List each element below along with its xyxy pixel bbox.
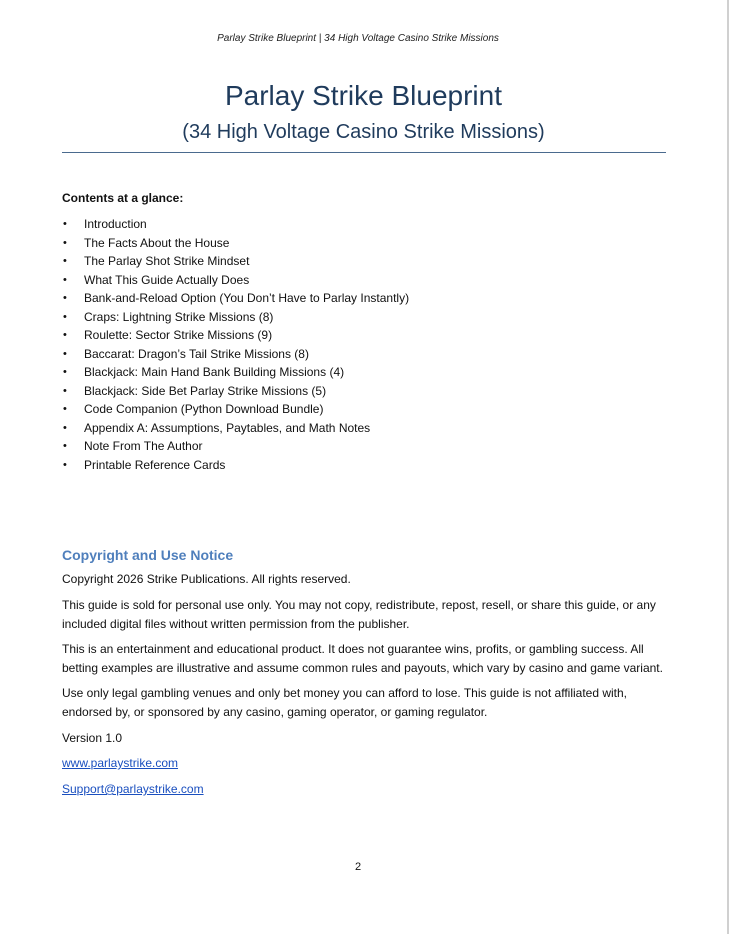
- bullet-icon: •: [63, 458, 67, 471]
- bullet-icon: •: [63, 255, 67, 267]
- copyright-line: Copyright 2026 Strike Publications. All rights reserved.: [62, 572, 351, 586]
- list-item: [62, 400, 409, 419]
- list-item-label: The Parlay Shot Strike Mindset: [84, 254, 250, 268]
- list-item: [62, 308, 409, 327]
- bullet-icon: •: [63, 347, 67, 360]
- website-row: [62, 754, 672, 773]
- list-item-label: Baccarat: Dragon’s Tail Strike Missions (8): [84, 346, 309, 361]
- list-item-label: Bank-and-Reload Option (You Don’t Have to Parlay Instantly): [84, 291, 410, 305]
- list-item-label: Craps: Lightning Strike Missions (8): [84, 309, 274, 324]
- bullet-icon: •: [63, 384, 67, 397]
- list-item: [62, 289, 409, 308]
- page-number: 2: [354, 861, 362, 873]
- list-item-label: Appendix A: Assumptions, Paytables, and Math Notes: [84, 420, 371, 435]
- running-header: Parlay Strike Blueprint | 34 High Voltage Casino Strike Missions: [217, 33, 499, 44]
- document-subtitle: (34 High Voltage Casino Strike Missions): [182, 121, 545, 143]
- bullet-icon: •: [63, 366, 67, 378]
- contents-heading: Contents at a glance:: [62, 191, 184, 205]
- document-title: Parlay Strike Blueprint: [224, 80, 502, 111]
- bullet-icon: •: [63, 440, 67, 452]
- bullet-icon: •: [63, 421, 67, 434]
- website-link[interactable]: www.parlaystrike.com: [62, 756, 179, 770]
- legal-paragraph: Use only legal gambling venues and only bet money you can afford to lose. This guide is not affiliated with, endorsed by, or sponsored by any casino, gaming operator, or gaming regulator.: [62, 686, 628, 719]
- list-item: [62, 234, 409, 253]
- list-item: [62, 326, 409, 345]
- support-email-link[interactable]: Support@parlaystrike.com: [62, 782, 204, 796]
- bullet-icon: •: [63, 273, 67, 286]
- list-item-label: Introduction: [84, 217, 147, 231]
- list-item: [62, 419, 409, 438]
- list-item: [62, 252, 409, 271]
- entertainment-paragraph: This is an entertainment and educational product. It does not guarantee wins, profits, or gambling success. All betting examples are illustrative and assume common rules and payouts, which vary by casino and game variant.: [62, 642, 663, 675]
- bullet-icon: •: [63, 329, 67, 341]
- list-item-label: Printable Reference Cards: [84, 457, 226, 472]
- bullet-icon: •: [63, 310, 67, 323]
- bullet-icon: •: [63, 292, 67, 304]
- list-item-label: Blackjack: Side Bet Parlay Strike Missions (5): [84, 383, 327, 398]
- personal-use-paragraph: This guide is sold for personal use only. You may not copy, redistribute, repost, resell, or share this guide, or any included digital files without written permission from the publisher.: [62, 598, 656, 631]
- list-item: [62, 345, 409, 364]
- list-item: [62, 382, 409, 401]
- list-item: [62, 456, 409, 475]
- support-row: [62, 780, 672, 799]
- list-item: [62, 215, 409, 234]
- list-item: [62, 271, 409, 290]
- list-item-label: What This Guide Actually Does: [84, 272, 250, 287]
- bullet-icon: •: [63, 236, 67, 249]
- copyright-heading: Copyright and Use Notice: [62, 547, 234, 563]
- list-item-label: Blackjack: Main Hand Bank Building Missions (4): [84, 365, 345, 379]
- bullet-icon: •: [63, 403, 67, 415]
- contents-list: [62, 215, 409, 474]
- list-item-label: Note From The Author: [84, 439, 203, 453]
- list-item: [62, 437, 409, 456]
- version-label: Version 1.0: [62, 731, 123, 745]
- list-item-label: The Facts About the House: [84, 235, 230, 250]
- list-item-label: Code Companion (Python Download Bundle): [84, 402, 324, 416]
- title-divider: [62, 152, 666, 153]
- bullet-icon: •: [63, 218, 67, 230]
- list-item: [62, 363, 409, 382]
- list-item-label: Roulette: Sector Strike Missions (9): [84, 328, 273, 342]
